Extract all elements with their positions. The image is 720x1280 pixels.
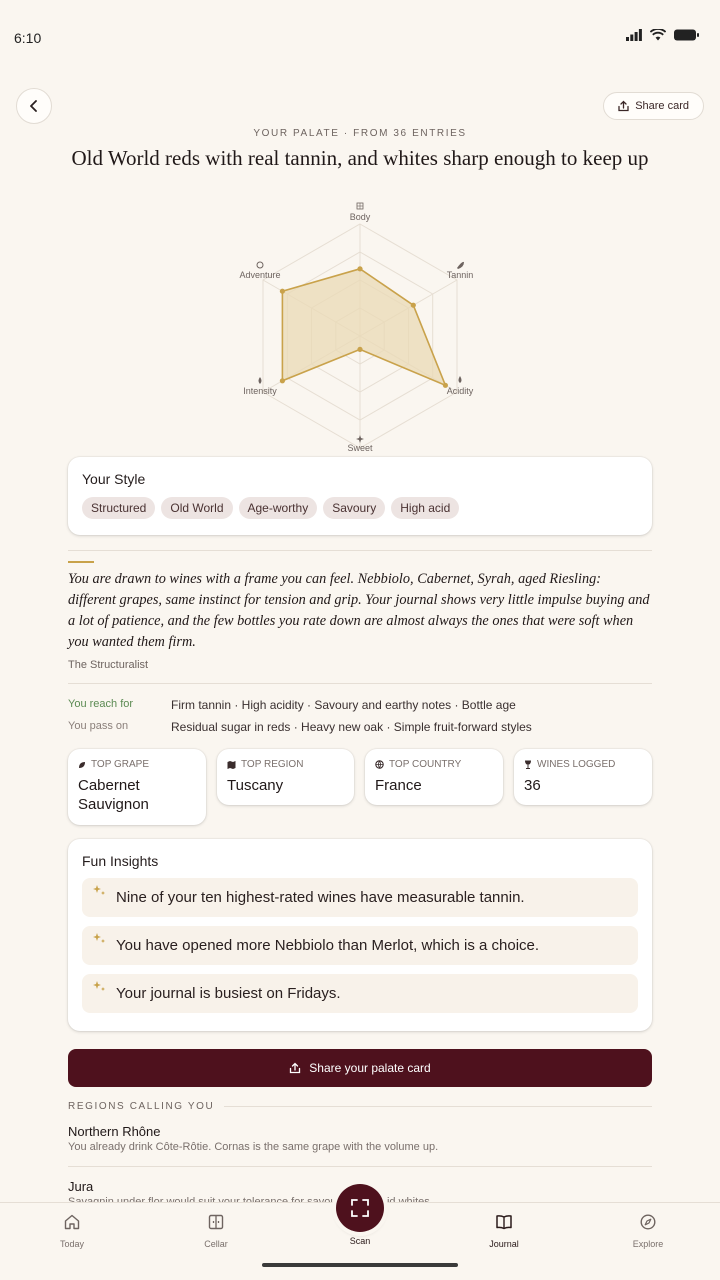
- flame-icon: [259, 377, 262, 384]
- nav-journal[interactable]: [464, 1213, 544, 1249]
- radar-shape: [282, 269, 445, 386]
- style-card-title: Your Style: [82, 471, 146, 487]
- regions-heading: REGIONS CALLING YOU: [68, 1101, 215, 1112]
- radar-label-body: Body: [349, 212, 371, 222]
- insight-text: Your journal is busiest on Fridays.: [116, 985, 341, 1002]
- nav-label: Journal: [489, 1239, 519, 1249]
- radar-axis-acidity: [447, 376, 474, 396]
- stat-value: France: [375, 777, 422, 794]
- leaf-icon: [78, 761, 86, 769]
- style-tag: Savoury: [323, 497, 385, 519]
- home-indicator: [262, 1263, 458, 1267]
- region-name[interactable]: Northern Rhône: [68, 1124, 161, 1139]
- divider: [68, 683, 652, 684]
- nav-scan-label: Scan: [349, 1236, 371, 1246]
- share-icon: [289, 1062, 301, 1074]
- pass-on-label: You pass on: [68, 720, 129, 732]
- status-time: 6:10: [14, 30, 42, 46]
- radar-label-intensity: Intensity: [243, 386, 277, 396]
- palate-radar-chart: [230, 200, 490, 456]
- wifi-icon: [650, 29, 666, 41]
- stat-value: Tuscany: [227, 777, 284, 794]
- radar-label-acidity: Acidity: [446, 386, 474, 396]
- radar-point-body: [357, 266, 362, 271]
- stat-top-country: [365, 749, 503, 805]
- palate-eyebrow: YOUR PALATE · FROM 36 ENTRIES: [253, 128, 467, 139]
- nav-label: Explore: [632, 1239, 664, 1249]
- radar-point-intensity: [280, 378, 285, 383]
- radar-axis-body: [350, 203, 371, 222]
- nav-label: Cellar: [204, 1239, 228, 1249]
- radar-point-adventure: [280, 289, 285, 294]
- stat-label-row: [524, 759, 642, 770]
- style-tag: High acid: [391, 497, 459, 519]
- grid-icon: [357, 203, 363, 209]
- stat-label-row: [78, 759, 196, 770]
- reach-for-row: [68, 698, 652, 712]
- status-bar: [0, 0, 720, 72]
- back-button[interactable]: [16, 88, 52, 124]
- divider: [68, 1166, 652, 1167]
- regions-section-heading: [68, 1101, 652, 1112]
- sparkle-icon: [92, 884, 106, 898]
- sparkle-icon: [356, 435, 364, 443]
- nav-today[interactable]: [32, 1213, 112, 1249]
- nav-explore[interactable]: [608, 1213, 688, 1249]
- stat-label: TOP COUNTRY: [389, 759, 462, 770]
- share-palate-card-button[interactable]: [68, 1049, 652, 1087]
- style-tag: Old World: [161, 497, 232, 519]
- sparkle-icon: [92, 932, 106, 946]
- style-card: [68, 457, 652, 535]
- palate-headline: Old World reds with real tannin, and whites sharp enough to keep up: [71, 146, 649, 170]
- fun-insights-title: Fun Insights: [82, 853, 159, 869]
- compass-icon: [639, 1213, 657, 1231]
- leaf-icon: [457, 262, 464, 269]
- radar-label-sweet: Sweet: [347, 443, 373, 453]
- palate-description: You are drawn to wines with a frame you can feel. Nebbiolo, Cabernet, Syrah, aged Riesling: different grapes, same instinct for tension and grip. Your journal shows very little impulse buying and a lot of patience, and the few bottles you rate down are almost always the ones that were soft when you wanted them firm.: [68, 571, 650, 650]
- share-card-label: Share card: [635, 100, 689, 112]
- stat-label-row: [227, 759, 344, 770]
- cellar-icon: [207, 1213, 225, 1231]
- stat-label-row: [375, 759, 493, 770]
- region-name[interactable]: Jura: [68, 1179, 94, 1194]
- scan-button[interactable]: [336, 1184, 384, 1232]
- radar-point-sweet: [357, 347, 362, 352]
- style-tag: Age-worthy: [239, 497, 318, 519]
- region-description: You already drink Côte-Rôtie. Cornas is the same grape with the volume up.: [68, 1141, 439, 1153]
- radar-axis-sweet: [347, 435, 373, 453]
- stat-top-region: [217, 749, 354, 805]
- share-icon: [618, 100, 629, 112]
- stat-value: Cabernet Sauvignon: [78, 777, 149, 813]
- nav-label: Today: [59, 1239, 85, 1249]
- stat-value: 36: [524, 777, 541, 794]
- insight-item: [82, 926, 638, 965]
- divider: [224, 1106, 652, 1107]
- cellular-signal-icon: [626, 29, 642, 41]
- stat-top-grape: [68, 749, 206, 825]
- stat-label: TOP GRAPE: [91, 759, 149, 770]
- radar-axis-adventure: [239, 262, 280, 280]
- stat-label: TOP REGION: [241, 759, 304, 770]
- radar-point-tannin: [411, 303, 416, 308]
- chevron-left-icon: [29, 100, 39, 112]
- accent-line: [68, 561, 94, 563]
- divider: [68, 550, 652, 551]
- insight-item: [82, 878, 638, 917]
- radar-axis-tannin: [447, 262, 474, 280]
- wine-glass-icon: [524, 760, 532, 769]
- radar-label-tannin: Tannin: [446, 270, 474, 280]
- share-card-button[interactable]: [603, 92, 704, 120]
- book-icon: [495, 1213, 513, 1231]
- droplet-icon: [459, 376, 462, 383]
- radar-axis-intensity: [243, 377, 277, 396]
- reach-for-label: You reach for: [68, 698, 134, 710]
- stat-label: WINES LOGGED: [537, 759, 616, 770]
- style-tags: [82, 497, 638, 519]
- pass-on-value: Residual sugar in reds · Heavy new oak · Simple fruit-forward styles: [171, 720, 532, 734]
- sparkle-icon: [92, 980, 106, 994]
- insight-item: [82, 974, 638, 1013]
- radar-label-adventure: Adventure: [239, 270, 281, 280]
- share-palate-card-label: Share your palate card: [309, 1061, 431, 1075]
- battery-icon: [674, 29, 700, 41]
- scan-icon: [350, 1198, 370, 1218]
- nav-cellar[interactable]: [176, 1213, 256, 1249]
- globe-icon: [257, 262, 263, 268]
- insight-text: You have opened more Nebbiolo than Merlot, which is a choice.: [116, 937, 540, 954]
- map-icon: [227, 761, 236, 769]
- insight-text: Nine of your ten highest-rated wines have measurable tannin.: [116, 889, 525, 906]
- globe-icon: [375, 760, 384, 769]
- status-icons: [626, 29, 700, 41]
- pass-on-row: [68, 720, 652, 734]
- reach-for-value: Firm tannin · High acidity · Savoury and earthy notes · Bottle age: [171, 698, 516, 712]
- fun-insights-card: [68, 839, 652, 1031]
- style-tag: Structured: [82, 497, 155, 519]
- persona-name: The Structuralist: [68, 659, 149, 671]
- stat-wines-logged: [514, 749, 652, 805]
- home-icon: [63, 1213, 81, 1231]
